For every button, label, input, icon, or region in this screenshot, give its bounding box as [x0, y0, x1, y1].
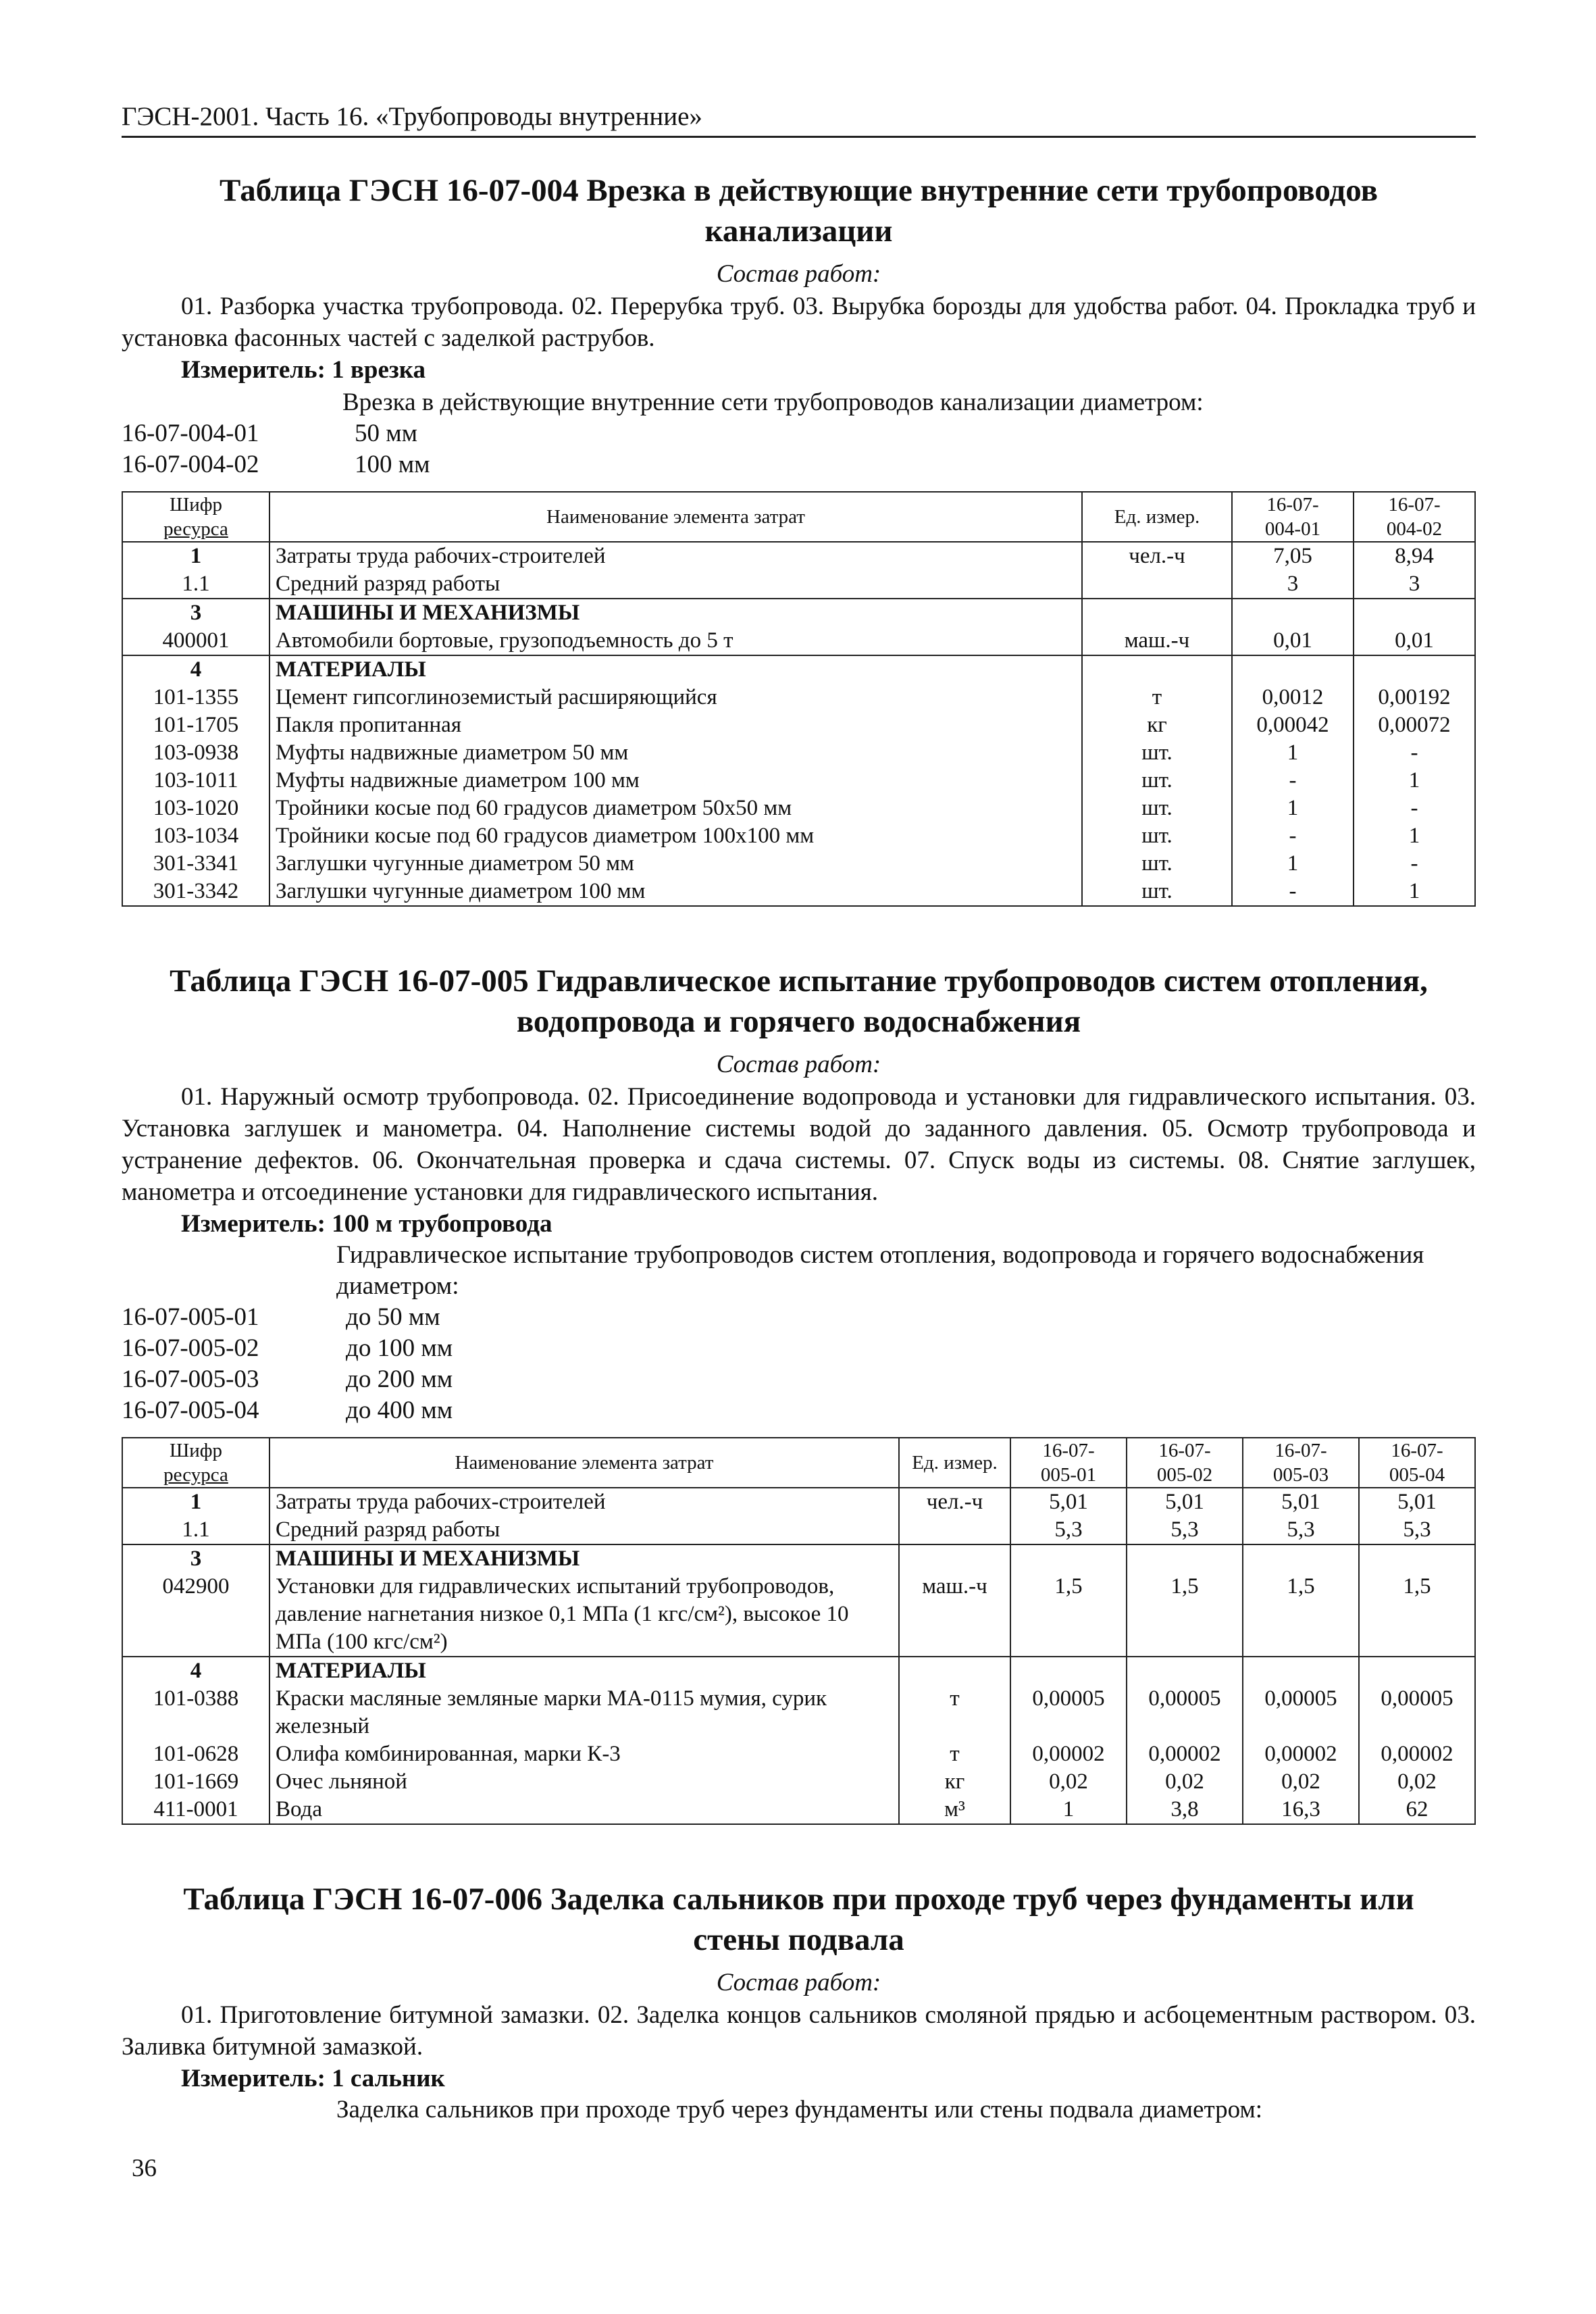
- norm-item: 16-07-004-02 100 мм: [122, 451, 430, 478]
- header-col: 16-07- 004-01: [1232, 492, 1354, 542]
- table-header-row: [122, 1438, 1475, 1488]
- work-composition-label: Состав работ:: [716, 260, 881, 288]
- page-number: 36: [132, 2155, 157, 2182]
- table-row: 1.1 Средний разряд работы 5,3 5,3 5,3 5,3: [122, 1516, 1475, 1544]
- table-row: 411-0001 Вода м³ 1 3,8 16,3 62: [122, 1796, 1475, 1824]
- table-section-row: 4 МАТЕРИАЛЫ: [122, 1657, 1475, 1685]
- table-row: 103-1034 Тройники косые под 60 градусов диаметром 100х100 мм шт. - 1: [122, 822, 1475, 850]
- norm-item: 16-07-005-02 до 100 мм: [122, 1334, 453, 1362]
- measure-line: Измеритель: 1 врезка: [181, 356, 426, 384]
- table-row: 1 Затраты труда рабочих-строителей чел.-ч 7,05 8,94: [122, 542, 1475, 570]
- table-row: 1 Затраты труда рабочих-строителей чел.-ч 5,01 5,01 5,01 5,01: [122, 1488, 1475, 1516]
- norm-item: 16-07-005-03 до 200 мм: [122, 1365, 453, 1393]
- header-col: 16-07- 005-01: [1010, 1438, 1127, 1488]
- resource-table: [122, 491, 1476, 907]
- measure-line: Измеритель: 1 сальник: [181, 2065, 445, 2092]
- table-row: 301-3342 Заглушки чугунные диаметром 100 мм шт. - 1: [122, 878, 1475, 906]
- section-title: Таблица ГЭСН 16-07-005 Гидравлическое испытание трубопроводов систем отопления, водопровода и горячего водоснабжения: [170, 963, 1428, 1039]
- header-col: 16-07- 004-02: [1354, 492, 1475, 542]
- work-composition-label: Состав работ:: [716, 1969, 881, 1996]
- section-title: Таблица ГЭСН 16-07-006 Заделка сальников при проходе труб через фундаменты или стены подвала: [183, 1882, 1414, 1957]
- running-header: ГЭСН-2001. Часть 16. «Трубопроводы внутренние»: [122, 101, 1476, 138]
- work-composition-text: 01. Наружный осмотр трубопровода. 02. Присоединение водопровода и установки для гидравлического испытания. 03. Установка заглушек и манометра. 04. Наполнение системы водой до заданного давления. 05. Осмотр трубопровода и устранение дефектов. 06. Окончательная проверка и сдача системы. 07. Спуск воды из системы. 08. Снятие заглушек, манометра и отсоединение установки для гидравлического испытания.: [122, 1083, 1476, 1206]
- norm-description: Заделка сальников при проходе труб через фундаменты или стены подвала диаметром:: [336, 2096, 1263, 2123]
- document-page: [122, 101, 1476, 2126]
- section-16-07-005: [122, 961, 1476, 1825]
- table-row: 101-1669 Очес льняной кг 0,02 0,02 0,02 0,02: [122, 1768, 1475, 1796]
- table-row: 103-1020 Тройники косые под 60 градусов диаметром 50х50 мм шт. 1 -: [122, 795, 1475, 822]
- header-name: Наименование элемента затрат: [269, 1438, 899, 1488]
- work-composition-text: 01. Разборка участка трубопровода. 02. Перерубка труб. 03. Вырубка борозды для удобства работ. 04. Прокладка труб и установка фасонных частей с заделкой раструбов.: [122, 293, 1476, 352]
- header-unit: Ед. измер.: [899, 1438, 1010, 1488]
- norm-item: 16-07-004-01 50 мм: [122, 420, 418, 447]
- table-row: 101-0388 Краски масляные земляные марки МА-0115 мумия, сурик железный т 0,00005 0,00005 0,00005 0,00005: [122, 1685, 1475, 1740]
- header-code: Шифр ресурса: [122, 492, 269, 542]
- norm-item: 16-07-005-01 до 50 мм: [122, 1303, 440, 1331]
- work-composition-label: Состав работ:: [716, 1051, 881, 1078]
- header-unit: Ед. измер.: [1082, 492, 1232, 542]
- header-col: 16-07- 005-03: [1243, 1438, 1359, 1488]
- table-row: 101-1355 Цемент гипсоглиноземистый расширяющийся т 0,0012 0,00192: [122, 684, 1475, 711]
- section-16-07-006: [122, 1879, 1476, 2126]
- table-row: 1.1 Средний разряд работы 3 3: [122, 570, 1475, 599]
- table-row: 042900 Установки для гидравлических испытаний трубопроводов, давление нагнетания низкое 0,1 МПа (1 кгс/см²), высокое 10 МПа (100 кгс/см²) маш.-ч 1,5 1,5 1,5 1,5: [122, 1573, 1475, 1657]
- table-row: 103-0938 Муфты надвижные диаметром 50 мм шт. 1 -: [122, 739, 1475, 767]
- table-section-row: 3 МАШИНЫ И МЕХАНИЗМЫ: [122, 599, 1475, 627]
- table-section-row: 4 МАТЕРИАЛЫ: [122, 655, 1475, 684]
- section-16-07-004: [122, 170, 1476, 907]
- work-composition-text: 01. Приготовление битумной замазки. 02. Заделка концов сальников смоляной прядью и асбоцементным раствором. 03. Заливка битумной замазкой.: [122, 2001, 1476, 2061]
- header-code: Шифр ресурса: [122, 1438, 269, 1488]
- resource-table: [122, 1437, 1476, 1825]
- table-row: 103-1011 Муфты надвижные диаметром 100 мм шт. - 1: [122, 767, 1475, 795]
- table-row: 400001 Автомобили бортовые, грузоподъемность до 5 т маш.-ч 0,01 0,01: [122, 627, 1475, 655]
- norm-description: Врезка в действующие внутренние сети трубопроводов канализации диаметром:: [342, 388, 1204, 416]
- header-col: 16-07- 005-04: [1359, 1438, 1475, 1488]
- measure-line: Измеритель: 100 м трубопровода: [181, 1210, 552, 1238]
- table-row: 301-3341 Заглушки чугунные диаметром 50 мм шт. 1 -: [122, 850, 1475, 878]
- norm-description: Гидравлическое испытание трубопроводов систем отопления, водопровода и горячего водоснабжения диаметром:: [336, 1241, 1424, 1300]
- section-title: Таблица ГЭСН 16-07-004 Врезка в действующие внутренние сети трубопроводов канализации: [220, 173, 1378, 249]
- table-header-row: [122, 492, 1475, 542]
- header-col: 16-07- 005-02: [1127, 1438, 1243, 1488]
- header-name: Наименование элемента затрат: [269, 492, 1082, 542]
- norm-item: 16-07-005-04 до 400 мм: [122, 1397, 453, 1424]
- table-section-row: 3 МАШИНЫ И МЕХАНИЗМЫ: [122, 1544, 1475, 1573]
- table-row: 101-0628 Олифа комбинированная, марки К-3 т 0,00002 0,00002 0,00002 0,00002: [122, 1740, 1475, 1768]
- table-row: 101-1705 Пакля пропитанная кг 0,00042 0,00072: [122, 711, 1475, 739]
